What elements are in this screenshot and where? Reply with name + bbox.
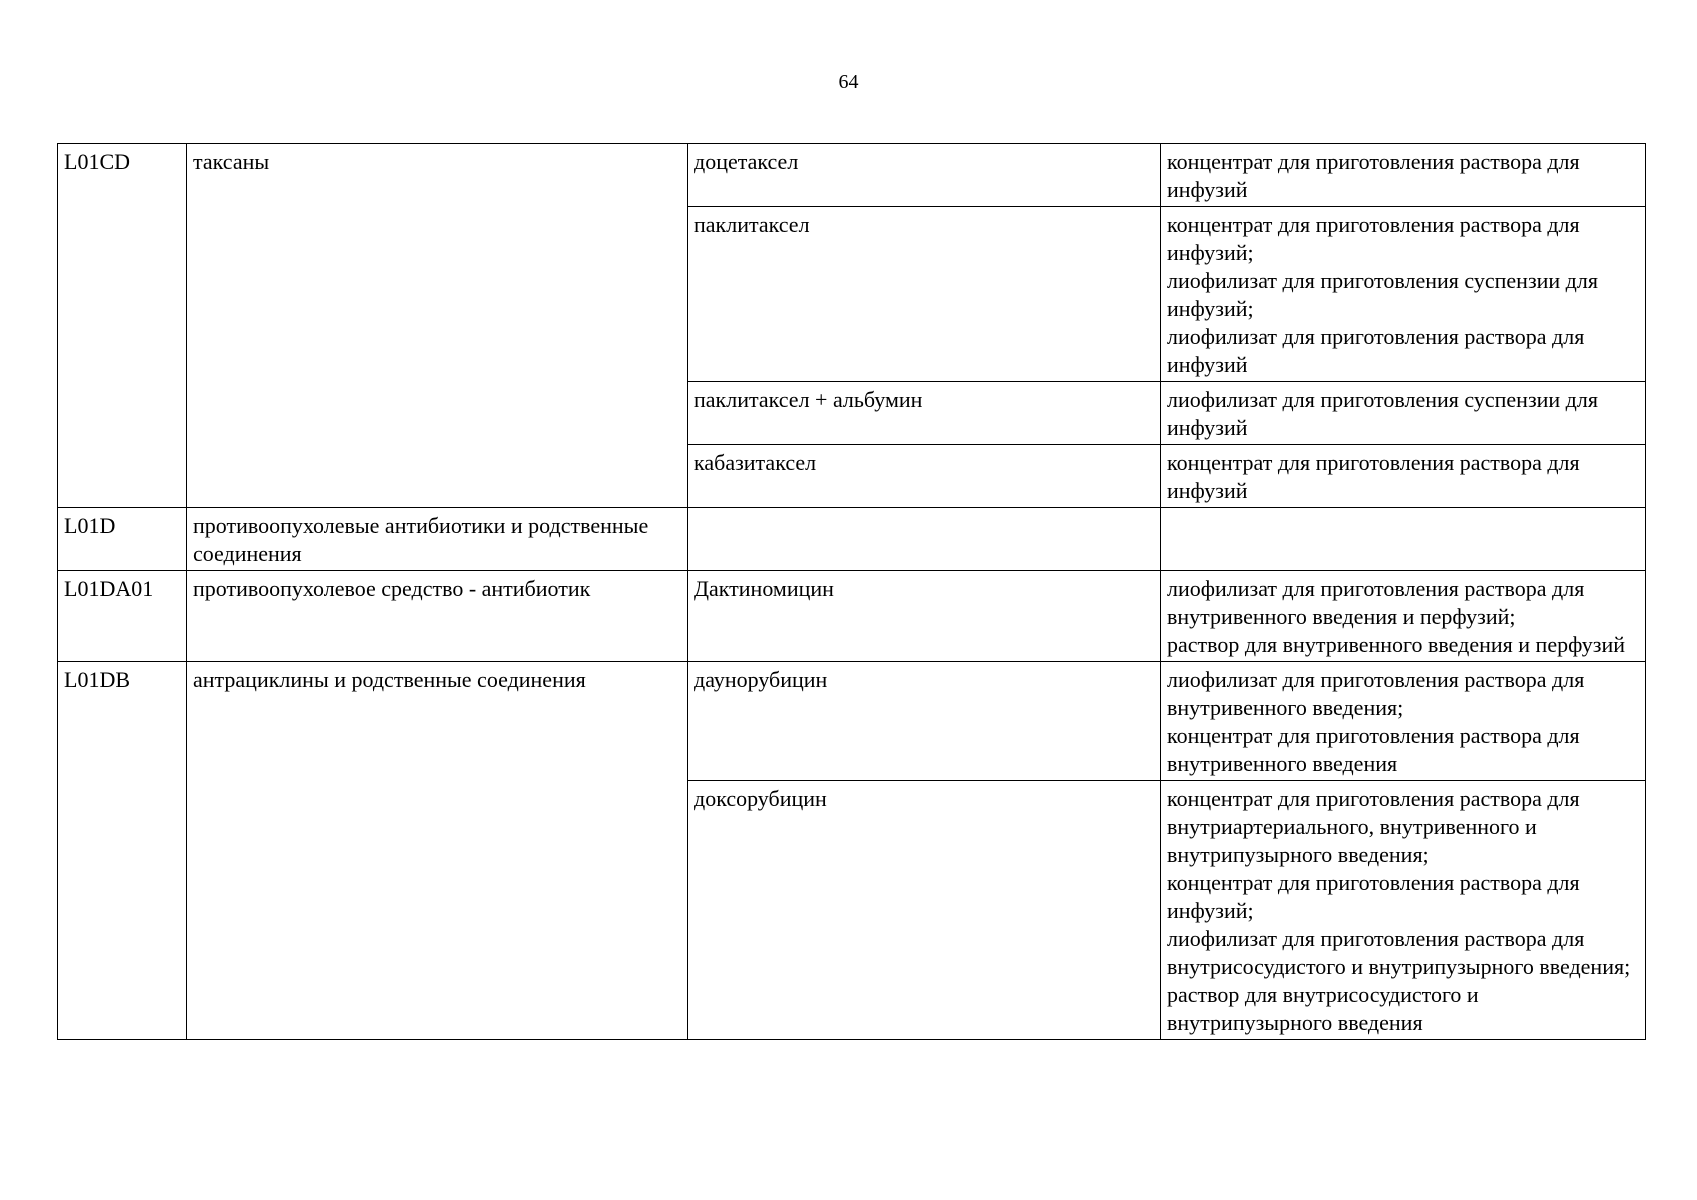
dosage-form-line: лиофилизат для приготовления раствора для инфузий [1167,324,1585,377]
dosage-form-line: концентрат для приготовления раствора для внутриартериального, внутривенного и внутрипузырного введения; [1167,786,1580,867]
dosage-form-line: лиофилизат для приготовления раствора для внутривенного введения; [1167,667,1585,720]
dosage-form-line: раствор для внутривенного введения и перфузий [1167,632,1626,657]
dosage-form-cell [1161,207,1646,382]
dosage-form-line: концентрат для приготовления раствора для инфузий; [1167,212,1580,265]
atc-code-cell: L01D [58,508,187,571]
page-number: 64 [838,71,859,93]
group-name-cell: противоопухолевое средство - антибиотик [187,571,688,662]
table-body [58,144,1646,1040]
drug-name-cell: доксорубицин [688,781,1161,1040]
atc-code-cell: L01DA01 [58,571,187,662]
dosage-form-line: концентрат для приготовления раствора для инфузий [1167,450,1580,503]
dosage-form-line: лиофилизат для приготовления суспензии для инфузий; [1167,268,1598,321]
dosage-form-cell [1161,662,1646,781]
drug-name-cell: паклитаксел [688,207,1161,382]
group-name-cell: противоопухолевые антибиотики и родственные соединения [187,508,688,571]
dosage-form-cell [1161,445,1646,508]
drug-name-cell: Дактиномицин [688,571,1161,662]
table-row [58,508,1646,571]
dosage-form-line: концентрат для приготовления раствора для инфузий [1167,149,1580,202]
drug-name-cell [688,508,1161,571]
dosage-form-cell [1161,571,1646,662]
drug-name-cell: кабазитаксел [688,445,1161,508]
drug-name-cell: паклитаксел + альбумин [688,382,1161,445]
drug-table [57,143,1646,1040]
group-name-cell: таксаны [187,144,688,508]
table-row [58,144,1646,207]
dosage-form-line: концентрат для приготовления раствора для внутривенного введения [1167,723,1580,776]
dosage-form-cell [1161,144,1646,207]
dosage-form-cell [1161,508,1646,571]
dosage-form-line: лиофилизат для приготовления раствора для внутрисосудистого и внутрипузырного введения; [1167,926,1631,979]
dosage-form-cell [1161,781,1646,1040]
drug-name-cell: даунорубицин [688,662,1161,781]
dosage-form-line: лиофилизат для приготовления суспензии для инфузий [1167,387,1598,440]
drug-name-cell: доцетаксел [688,144,1161,207]
group-name-cell: антрациклины и родственные соединения [187,662,688,1040]
table-row [58,662,1646,781]
atc-code-cell: L01CD [58,144,187,508]
table-row [58,571,1646,662]
atc-code-cell: L01DB [58,662,187,1040]
dosage-form-line: концентрат для приготовления раствора для инфузий; [1167,870,1580,923]
dosage-form-cell [1161,382,1646,445]
dosage-form-line: лиофилизат для приготовления раствора для внутривенного введения и перфузий; [1167,576,1585,629]
dosage-form-line: раствор для внутрисосудистого и внутрипузырного введения [1167,982,1479,1035]
